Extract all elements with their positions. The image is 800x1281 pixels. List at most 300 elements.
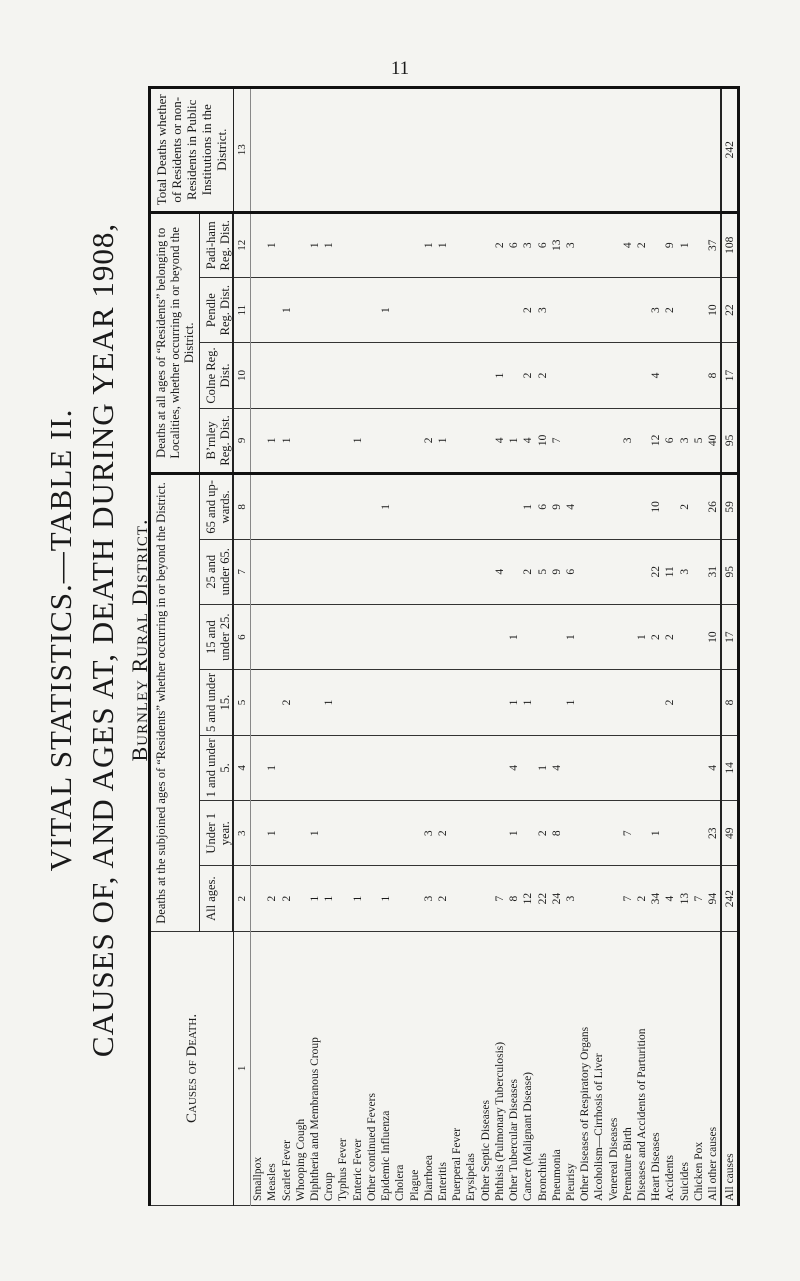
cell-col-7: [507, 539, 521, 604]
cell-col-9: 40: [706, 408, 721, 473]
cell-col-13: [422, 88, 436, 213]
cell-col-9: 5: [692, 408, 706, 473]
table-row: [365, 88, 379, 1206]
cell-col-6: 1: [635, 604, 649, 669]
cell-col-8: [365, 474, 379, 539]
cell-col-7: [635, 539, 649, 604]
cell-col-6: [592, 604, 606, 669]
page-number: 11: [390, 58, 410, 79]
cell-col-8: [422, 474, 436, 539]
cell-col-2: 22: [535, 866, 549, 931]
column-header-5: 5 and under 15.: [200, 670, 234, 735]
cell-col-7: [606, 539, 620, 604]
cell-col-4: 14: [721, 735, 738, 800]
cell-col-4: [422, 735, 436, 800]
cell-col-9: 3: [621, 408, 635, 473]
cell-col-3: 1: [265, 801, 279, 866]
cell-col-11: [692, 277, 706, 342]
cell-col-10: [322, 343, 336, 408]
cell-col-12: [479, 212, 493, 277]
cell-col-2: 1: [308, 866, 322, 931]
table-row: [692, 88, 706, 1206]
table-row: [521, 88, 535, 1206]
table-row: [635, 88, 649, 1206]
cause-label: Suicides: [678, 931, 692, 1205]
cell-col-7: 9: [550, 539, 564, 604]
cell-col-2: 3: [422, 866, 436, 931]
column-header-4: 1 and under 5.: [200, 735, 234, 800]
cell-col-13: [606, 88, 620, 213]
cell-col-4: [308, 735, 322, 800]
cell-col-4: [365, 735, 379, 800]
cause-label: Erysipelas: [464, 931, 478, 1205]
cell-col-6: [436, 604, 450, 669]
cell-col-3: [336, 801, 350, 866]
cell-col-2: [336, 866, 350, 931]
cell-col-7: [322, 539, 336, 604]
cell-col-5: [251, 670, 266, 735]
cell-col-3: 2: [535, 801, 549, 866]
column-number-4: 4: [233, 735, 251, 800]
cell-col-13: [621, 88, 635, 213]
cell-col-7: [308, 539, 322, 604]
cell-col-9: 2: [422, 408, 436, 473]
cell-col-8: [393, 474, 407, 539]
statistics-table-container: [148, 86, 740, 1206]
cell-col-10: [464, 343, 478, 408]
cell-col-11: [592, 277, 606, 342]
table-row: [393, 88, 407, 1206]
cell-col-8: [606, 474, 620, 539]
cell-col-8: [592, 474, 606, 539]
cell-col-4: [464, 735, 478, 800]
cell-col-9: 6: [663, 408, 677, 473]
cause-label: Measles: [265, 931, 279, 1205]
cell-col-2: 34: [649, 866, 663, 931]
cell-col-7: [578, 539, 592, 604]
cell-col-4: 4: [550, 735, 564, 800]
cause-label: Enteritis: [436, 931, 450, 1205]
column-header-11: Pendle Reg. Dist.: [200, 277, 234, 342]
cell-col-12: [351, 212, 365, 277]
cell-col-6: [308, 604, 322, 669]
cell-col-5: [692, 670, 706, 735]
cell-col-6: 1: [564, 604, 578, 669]
cell-col-7: [592, 539, 606, 604]
cell-col-2: [606, 866, 620, 931]
cell-col-7: [294, 539, 308, 604]
cell-col-13: [635, 88, 649, 213]
cell-col-4: 4: [507, 735, 521, 800]
cell-col-11: [450, 277, 464, 342]
cell-col-5: [550, 670, 564, 735]
cell-col-12: 37: [706, 212, 721, 277]
cell-col-2: 4: [663, 866, 677, 931]
cell-col-12: [393, 212, 407, 277]
cell-col-2: 7: [493, 866, 507, 931]
cell-col-10: [564, 343, 578, 408]
cell-col-13: [692, 88, 706, 213]
cell-col-9: [592, 408, 606, 473]
cell-col-4: [379, 735, 393, 800]
cell-col-13: [407, 88, 421, 213]
cell-col-10: [635, 343, 649, 408]
cell-col-3: [379, 801, 393, 866]
cell-col-8: [692, 474, 706, 539]
cell-col-4: [294, 735, 308, 800]
cell-col-2: [407, 866, 421, 931]
cell-col-4: [621, 735, 635, 800]
cause-label: Croup: [322, 931, 336, 1205]
cell-col-13: [464, 88, 478, 213]
cell-col-4: 1: [535, 735, 549, 800]
cell-col-10: [265, 343, 279, 408]
column-header-7: 25 and under 65.: [200, 539, 234, 604]
cell-col-4: [407, 735, 421, 800]
cell-col-5: 1: [564, 670, 578, 735]
cell-col-9: [365, 408, 379, 473]
cell-col-7: [393, 539, 407, 604]
cell-col-6: [621, 604, 635, 669]
table-row: [351, 88, 365, 1206]
cell-col-13: [578, 88, 592, 213]
column-header-12: Padi-ham Reg. Dist.: [200, 212, 234, 277]
cell-col-10: [550, 343, 564, 408]
cell-col-3: 2: [436, 801, 450, 866]
cell-col-6: 17: [721, 604, 738, 669]
cell-col-3: 23: [706, 801, 721, 866]
column-header-3: Under 1 year.: [200, 801, 234, 866]
cell-col-7: [265, 539, 279, 604]
cell-col-5: [606, 670, 620, 735]
column-number-11: 11: [233, 277, 251, 342]
cell-col-4: [678, 735, 692, 800]
cell-col-3: [464, 801, 478, 866]
cell-col-6: [351, 604, 365, 669]
cell-col-13: 242: [721, 88, 738, 213]
cell-col-13: [365, 88, 379, 213]
cell-col-12: [407, 212, 421, 277]
cell-col-8: 1: [379, 474, 393, 539]
cell-col-4: 4: [706, 735, 721, 800]
cell-col-9: [635, 408, 649, 473]
cause-label: Pneumonia: [550, 931, 564, 1205]
cause-label: Phthisis (Pulmonary Tuberculosis): [493, 931, 507, 1205]
cell-col-8: [635, 474, 649, 539]
cell-col-9: [308, 408, 322, 473]
cell-col-9: [464, 408, 478, 473]
cell-col-13: [564, 88, 578, 213]
cell-col-7: 4: [493, 539, 507, 604]
cell-col-3: [279, 801, 293, 866]
cell-col-12: 3: [564, 212, 578, 277]
cell-col-6: [606, 604, 620, 669]
cell-col-6: [365, 604, 379, 669]
cell-col-8: [279, 474, 293, 539]
table-row: [649, 88, 663, 1206]
cell-col-13: [336, 88, 350, 213]
cell-col-5: [621, 670, 635, 735]
cell-col-12: 1: [422, 212, 436, 277]
cell-col-3: 3: [422, 801, 436, 866]
cell-col-8: [265, 474, 279, 539]
cell-col-9: 1: [351, 408, 365, 473]
cell-col-6: [251, 604, 266, 669]
cell-col-9: 4: [493, 408, 507, 473]
cell-col-2: 13: [678, 866, 692, 931]
cell-col-8: 59: [721, 474, 738, 539]
cell-col-7: [422, 539, 436, 604]
cell-col-3: [407, 801, 421, 866]
cell-col-4: [564, 735, 578, 800]
cell-col-5: [450, 670, 464, 735]
cell-col-10: [692, 343, 706, 408]
table-row: [678, 88, 692, 1206]
cell-col-8: [407, 474, 421, 539]
table-row: [592, 88, 606, 1206]
cell-col-4: [251, 735, 266, 800]
cause-label: Other Diseases of Respiratory Organs: [578, 931, 592, 1205]
cell-col-10: 17: [721, 343, 738, 408]
cell-col-2: [294, 866, 308, 931]
column-number-5: 5: [233, 670, 251, 735]
cell-col-3: [450, 801, 464, 866]
cell-col-3: [635, 801, 649, 866]
column-header-6: 15 and under 25.: [200, 604, 234, 669]
table-row: [606, 88, 620, 1206]
cell-col-11: [479, 277, 493, 342]
cell-col-13: [479, 88, 493, 213]
cell-col-8: [322, 474, 336, 539]
cell-col-12: [251, 212, 266, 277]
cell-col-3: [663, 801, 677, 866]
cell-col-8: [308, 474, 322, 539]
cell-col-4: [479, 735, 493, 800]
cell-col-3: 7: [621, 801, 635, 866]
cell-col-3: [251, 801, 266, 866]
cause-label: Epidemic Influenza: [379, 931, 393, 1205]
cause-label: All causes: [721, 931, 738, 1205]
cell-col-3: [493, 801, 507, 866]
cell-col-12: [365, 212, 379, 277]
cell-col-6: [407, 604, 421, 669]
cell-col-12: [336, 212, 350, 277]
cause-label: Enteric Fever: [351, 931, 365, 1205]
cell-col-11: [635, 277, 649, 342]
cell-col-5: [422, 670, 436, 735]
cause-label: Other Septic Diseases: [479, 931, 493, 1205]
cell-col-2: [464, 866, 478, 931]
cell-col-12: [279, 212, 293, 277]
cell-col-10: [479, 343, 493, 408]
cell-col-8: [294, 474, 308, 539]
cell-col-6: 2: [663, 604, 677, 669]
cell-col-11: 22: [721, 277, 738, 342]
cell-col-4: [450, 735, 464, 800]
cell-col-11: [621, 277, 635, 342]
cell-col-6: [336, 604, 350, 669]
cell-col-10: [336, 343, 350, 408]
table-row: [251, 88, 266, 1206]
column-header-8: 65 and up-wards.: [200, 474, 234, 539]
cell-col-5: [535, 670, 549, 735]
cell-col-9: 3: [678, 408, 692, 473]
cell-col-2: [479, 866, 493, 931]
cell-col-4: [606, 735, 620, 800]
cell-col-9: 7: [550, 408, 564, 473]
cell-col-10: [407, 343, 421, 408]
column-number-3: 3: [233, 801, 251, 866]
cell-col-10: [393, 343, 407, 408]
cell-col-10: 8: [706, 343, 721, 408]
cell-col-13: [550, 88, 564, 213]
cell-col-11: [336, 277, 350, 342]
title-line-2: CAUSES OF, AND AGES AT, DEATH DURING YEAR 1908,: [85, 222, 120, 1058]
cell-col-11: [308, 277, 322, 342]
cell-col-12: 13: [550, 212, 564, 277]
cell-col-10: [379, 343, 393, 408]
table-row: [436, 88, 450, 1206]
cell-col-6: [322, 604, 336, 669]
cell-col-2: 1: [351, 866, 365, 931]
table-row: [422, 88, 436, 1206]
cell-col-2: [592, 866, 606, 931]
cell-col-10: 2: [535, 343, 549, 408]
cell-col-8: [464, 474, 478, 539]
cause-label: Scarlet Fever: [279, 931, 293, 1205]
cause-label: Heart Diseases: [649, 931, 663, 1205]
cell-col-7: 5: [535, 539, 549, 604]
cell-col-5: [379, 670, 393, 735]
cell-col-2: 2: [279, 866, 293, 931]
cell-col-10: [251, 343, 266, 408]
cell-col-6: 10: [706, 604, 721, 669]
cell-col-5: [351, 670, 365, 735]
cause-label: Typhus Fever: [336, 931, 350, 1205]
cell-col-9: [564, 408, 578, 473]
cell-col-6: [521, 604, 535, 669]
cell-col-5: [649, 670, 663, 735]
cell-col-5: [635, 670, 649, 735]
cell-col-11: [351, 277, 365, 342]
cell-col-5: [436, 670, 450, 735]
cell-col-8: 26: [706, 474, 721, 539]
cell-col-5: 1: [521, 670, 535, 735]
cell-col-10: [621, 343, 635, 408]
cell-col-12: 9: [663, 212, 677, 277]
cell-col-5: 8: [721, 670, 738, 735]
cell-col-3: [678, 801, 692, 866]
cell-col-9: [407, 408, 421, 473]
cell-col-6: [578, 604, 592, 669]
cell-col-13: [535, 88, 549, 213]
cell-col-12: 2: [493, 212, 507, 277]
cell-col-9: [251, 408, 266, 473]
cell-col-13: [592, 88, 606, 213]
cell-col-4: [635, 735, 649, 800]
cell-col-6: [692, 604, 706, 669]
table-row: [379, 88, 393, 1206]
cell-col-2: [251, 866, 266, 931]
cell-col-5: [308, 670, 322, 735]
cell-col-2: [450, 866, 464, 931]
cell-col-12: [606, 212, 620, 277]
cell-col-6: [678, 604, 692, 669]
cause-label: Premature Birth: [621, 931, 635, 1205]
cell-col-7: [379, 539, 393, 604]
cell-col-8: 9: [550, 474, 564, 539]
cell-col-9: 1: [507, 408, 521, 473]
cell-col-13: [678, 88, 692, 213]
cell-col-6: [393, 604, 407, 669]
cell-col-11: [606, 277, 620, 342]
cause-label: Diphtheria and Membranous Croup: [308, 931, 322, 1205]
cell-col-11: [493, 277, 507, 342]
cell-col-13: [493, 88, 507, 213]
column-number-2: 2: [233, 866, 251, 931]
cell-col-9: [450, 408, 464, 473]
column-number-13: 13: [233, 88, 251, 213]
cell-col-11: 3: [535, 277, 549, 342]
cell-col-12: [592, 212, 606, 277]
cell-col-7: [336, 539, 350, 604]
cell-col-5: [407, 670, 421, 735]
cell-col-8: 6: [535, 474, 549, 539]
cause-label: Other continued Fevers: [365, 931, 379, 1205]
column-number-6: 6: [233, 604, 251, 669]
cell-col-6: 1: [507, 604, 521, 669]
cell-col-7: [692, 539, 706, 604]
cell-col-9: [322, 408, 336, 473]
cell-col-11: [294, 277, 308, 342]
cell-col-10: [422, 343, 436, 408]
cell-col-7: 95: [721, 539, 738, 604]
title-line-3: Burnley Rural District.: [127, 518, 152, 762]
cause-label: Plague: [407, 931, 421, 1205]
cell-col-13: [251, 88, 266, 213]
table-row: [294, 88, 308, 1206]
cell-col-13: [351, 88, 365, 213]
table-row: [407, 88, 421, 1206]
cell-col-4: [322, 735, 336, 800]
cause-label: Cancer (Malignant Disease): [521, 931, 535, 1205]
cell-col-9: 95: [721, 408, 738, 473]
table-row: [336, 88, 350, 1206]
table-row: [479, 88, 493, 1206]
cell-col-11: [251, 277, 266, 342]
cell-col-12: [464, 212, 478, 277]
cell-col-7: 31: [706, 539, 721, 604]
cell-col-10: [351, 343, 365, 408]
cell-col-3: [606, 801, 620, 866]
cell-col-10: 1: [493, 343, 507, 408]
column-number-10: 10: [233, 343, 251, 408]
column-number-7: 7: [233, 539, 251, 604]
cell-col-3: [351, 801, 365, 866]
cell-col-7: [407, 539, 421, 604]
causes-of-death-table: [148, 86, 740, 1206]
cell-col-3: 8: [550, 801, 564, 866]
cell-col-8: 10: [649, 474, 663, 539]
cell-col-2: 94: [706, 866, 721, 931]
cell-col-9: [479, 408, 493, 473]
cell-col-4: [663, 735, 677, 800]
cell-col-8: 1: [521, 474, 535, 539]
cell-col-13: [294, 88, 308, 213]
cell-col-11: [322, 277, 336, 342]
cell-col-12: 1: [678, 212, 692, 277]
cell-col-5: [294, 670, 308, 735]
